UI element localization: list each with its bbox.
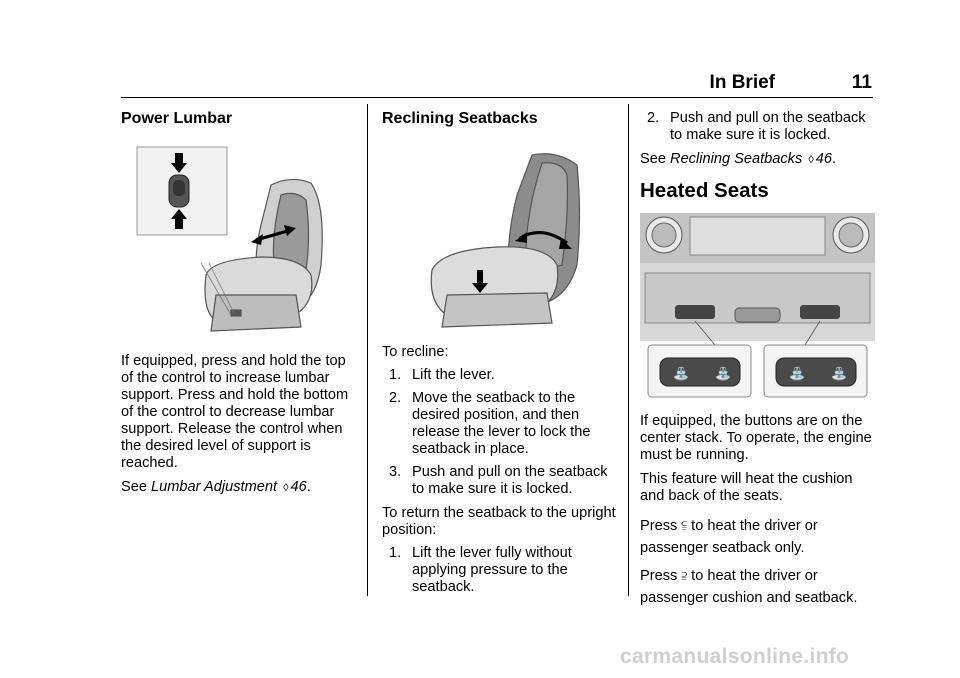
section-heading-power-lumbar: Power Lumbar xyxy=(121,110,233,127)
page-header-title: In Brief xyxy=(709,72,775,93)
seat-illustration xyxy=(431,154,579,327)
seat-cushion-heat-icon: ⛲ xyxy=(789,367,806,382)
cross-reference-link[interactable]: Lumbar Adjustment xyxy=(151,479,278,495)
body-line: to heat the driver or xyxy=(691,568,818,584)
arrow-head-left-icon xyxy=(251,234,263,245)
body-line: of the control to decrease lumbar xyxy=(121,404,335,420)
column-power-lumbar xyxy=(121,110,356,497)
list-item: 3. Push and pull on the seatback to make sure it is locked. xyxy=(389,464,608,497)
list-item: 2. Move the seatback to the desired position, and then release the lever to lock the seatback in place. xyxy=(389,390,591,457)
recline-steps-continued xyxy=(640,110,878,144)
list-item: 1. Lift the lever fully without applying pressure to the seatback. xyxy=(389,545,572,595)
body-line: of the control to increase lumbar xyxy=(121,370,330,386)
body-line: and back of the seats. xyxy=(640,488,783,504)
return-intro-line: To return the seatback to the upright xyxy=(382,505,616,521)
section-heading-heated-seats: Heated Seats xyxy=(640,179,769,202)
page-number: 11 xyxy=(851,72,872,93)
seatback-heat-icon: ⫅ xyxy=(681,518,688,533)
watermark: carmanualsonline.info xyxy=(620,645,850,668)
heated-seats-controls-illustration xyxy=(640,213,875,403)
reference-page[interactable]: 46 xyxy=(290,479,307,495)
press-prefix: Press xyxy=(640,568,678,584)
see-prefix: See xyxy=(640,151,666,167)
recline-steps xyxy=(382,367,622,498)
section-heading-reclining-seatbacks: Reclining Seatbacks xyxy=(382,110,538,127)
column-heated-seats xyxy=(640,110,878,609)
press-prefix: Press xyxy=(640,518,678,534)
header-rule xyxy=(121,97,873,98)
column-divider-1 xyxy=(367,104,368,596)
recline-intro: To recline: xyxy=(382,344,449,360)
driver-heat-switch[interactable] xyxy=(675,305,715,319)
column-divider-2 xyxy=(628,104,629,596)
seat-cushion-heat-icon: ⫆ xyxy=(681,568,688,583)
seat-cushion-heat-icon: ⛲ xyxy=(673,367,690,382)
body-line: reached. xyxy=(121,455,178,471)
page-reference-icon: ◊ xyxy=(808,154,814,166)
seatback-heat-icon: ⛲ xyxy=(715,367,732,382)
reference-page[interactable]: 46 xyxy=(815,151,832,167)
body-line: If equipped, the buttons are on the xyxy=(640,413,863,429)
body-line: If equipped, press and hold the top xyxy=(121,353,346,369)
body-line: This feature will heat the cushion xyxy=(640,471,853,487)
return-steps xyxy=(382,545,622,596)
see-suffix: . xyxy=(832,151,837,167)
body-line: the desired level of support is xyxy=(121,438,311,454)
body-line: to heat the driver or xyxy=(691,518,818,534)
seatback-heat-icon: ⛲ xyxy=(831,367,848,382)
list-item: 1. Lift the lever. xyxy=(389,367,495,383)
column-reclining-seatbacks xyxy=(382,110,622,596)
body-line: passenger cushion and seatback. xyxy=(640,590,858,606)
page-reference-icon: ◊ xyxy=(283,482,289,494)
body-line: center stack. To operate, the engine xyxy=(640,430,872,446)
body-line: passenger seatback only. xyxy=(640,540,805,556)
list-item: 2. Push and pull on the seatback to make sure it is locked. xyxy=(647,110,866,143)
cross-reference-link[interactable]: Reclining Seatbacks xyxy=(670,151,803,167)
body-line: support. Release the control when xyxy=(121,421,343,437)
power-lumbar-illustration xyxy=(121,145,346,335)
body-line: support. Press and hold the bottom xyxy=(121,387,349,403)
see-suffix: . xyxy=(306,479,311,495)
reclining-seat-illustration xyxy=(417,135,607,330)
passenger-heat-switch[interactable] xyxy=(800,305,840,319)
see-prefix: See xyxy=(121,479,147,495)
body-line: must be running. xyxy=(640,447,749,463)
return-intro-line: position: xyxy=(382,522,437,538)
